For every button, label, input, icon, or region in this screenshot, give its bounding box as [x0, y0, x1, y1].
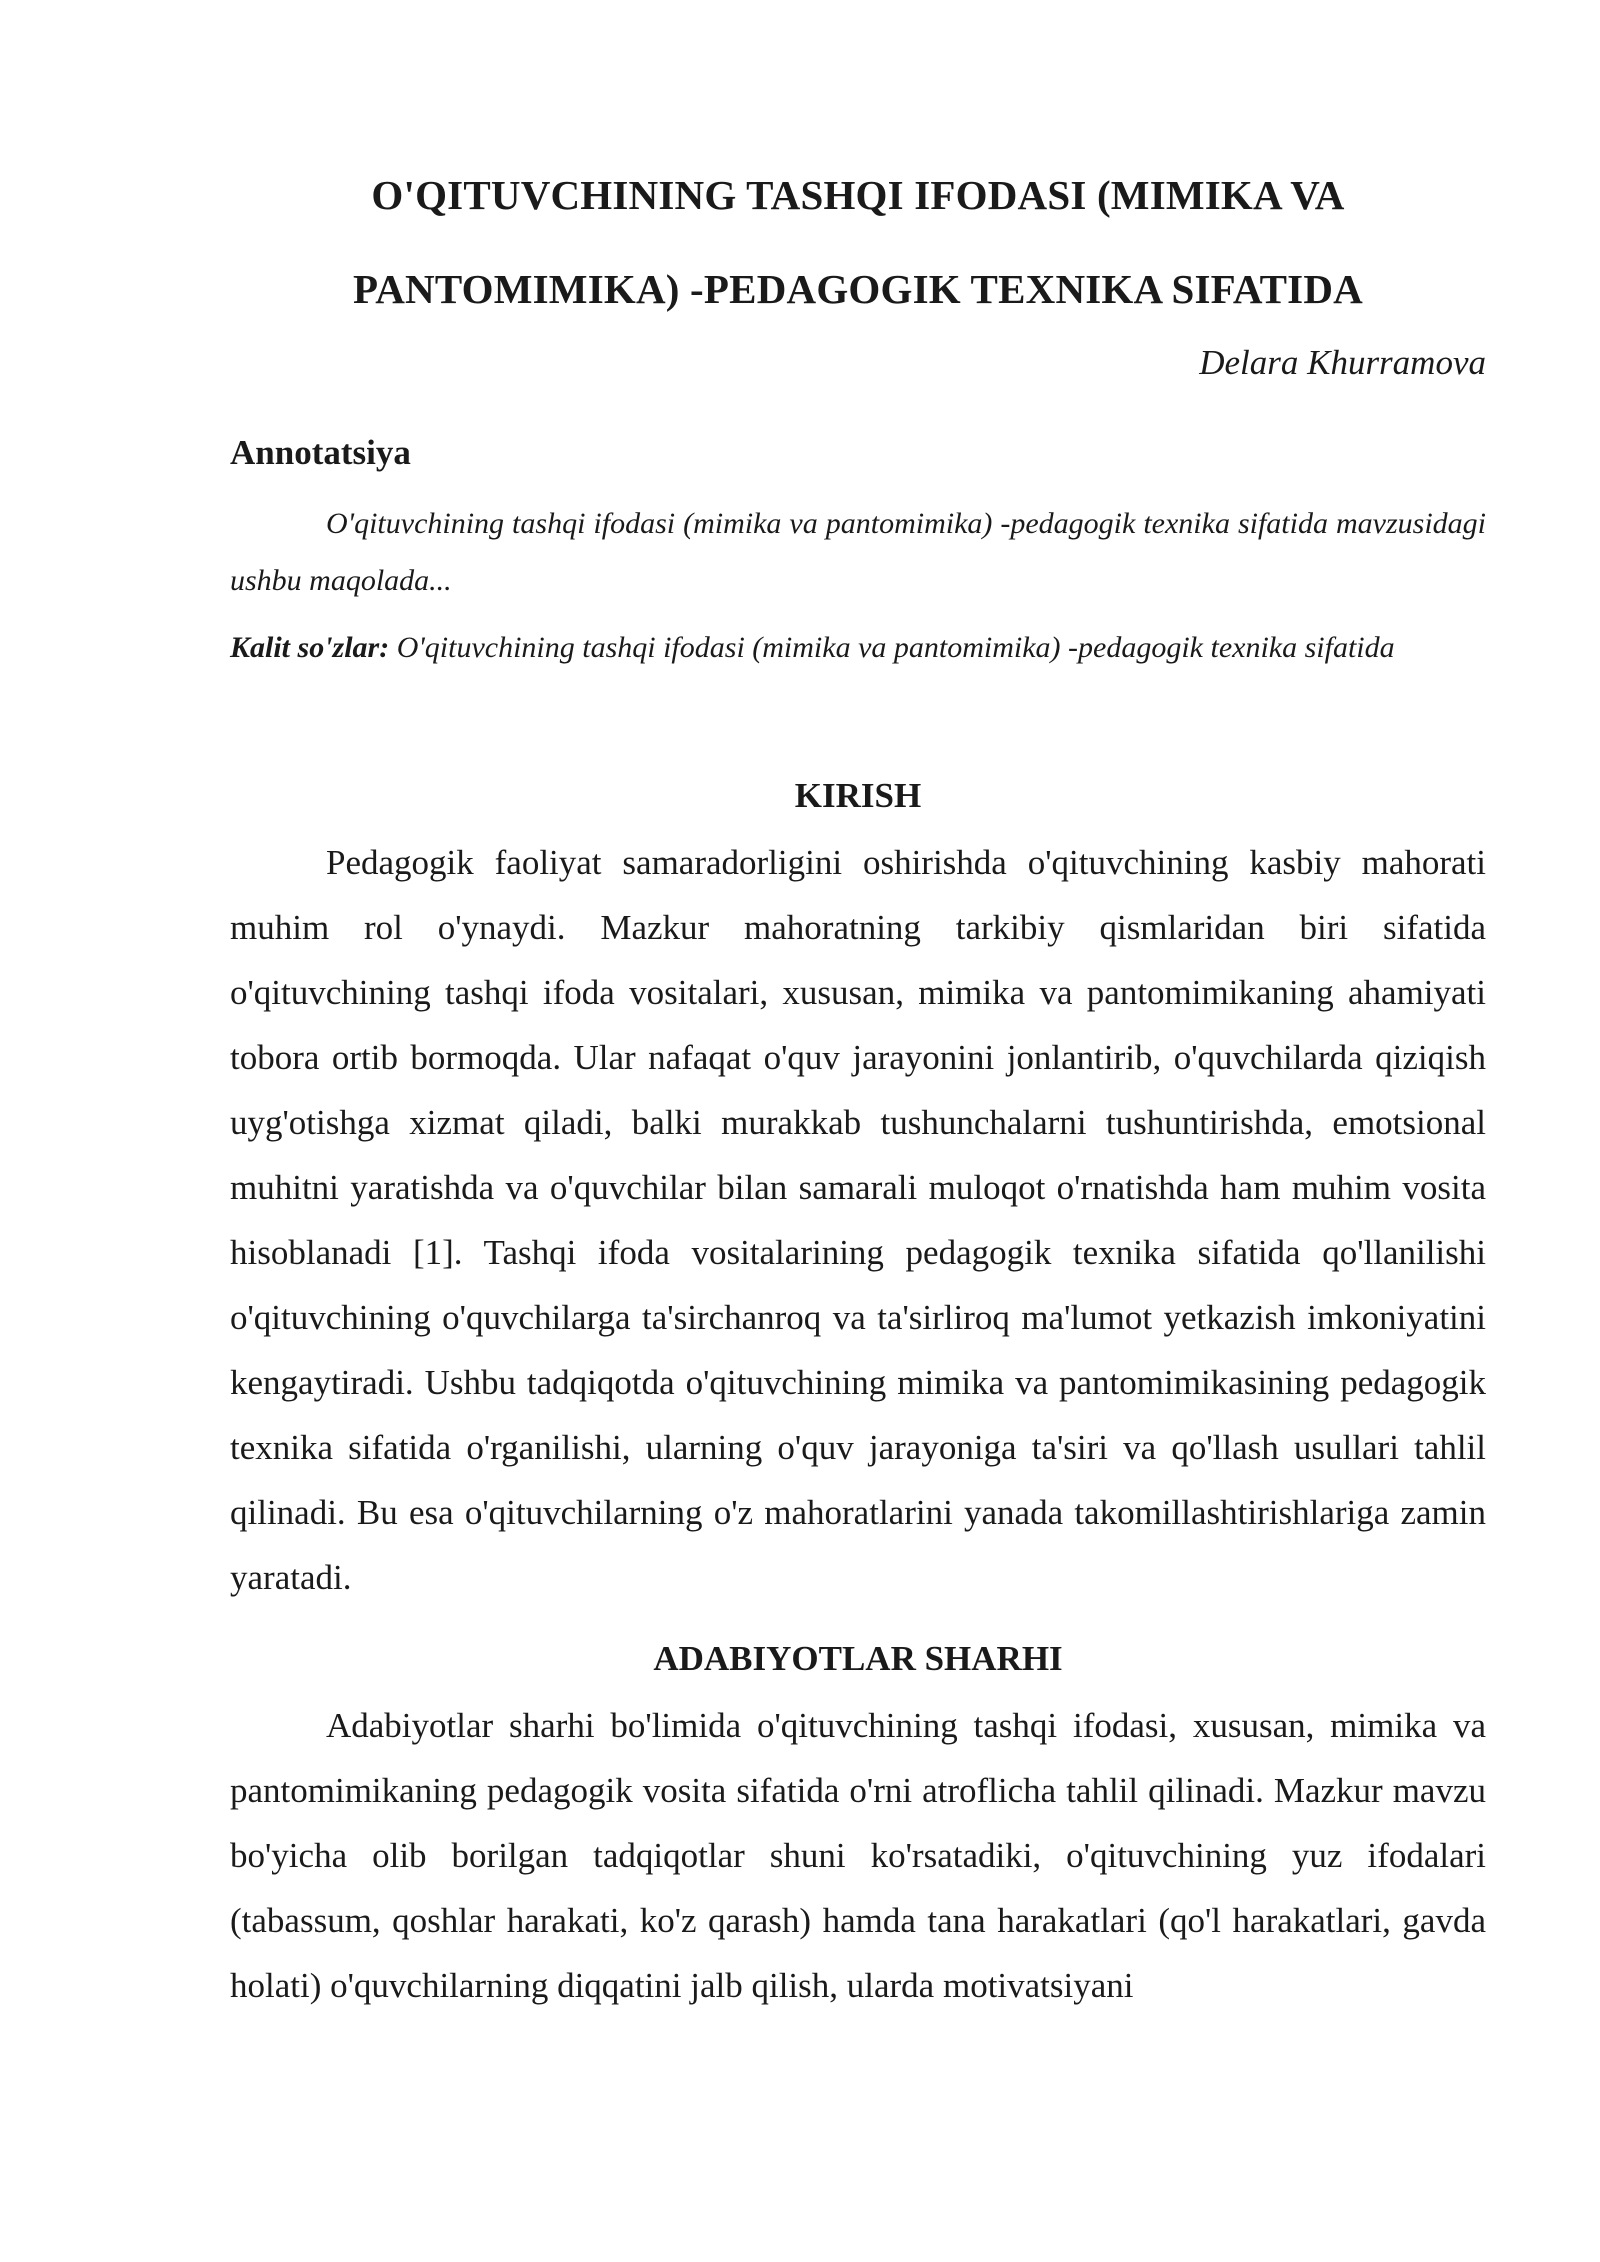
paper-title-line-1: O'QITUVCHINING TASHQI IFODASI (MIMIKA VA: [371, 172, 1345, 218]
section-heading-introduction: KIRISH: [794, 776, 922, 815]
paper-title-line-2: PANTOMIMIKA) -PEDAGOGIK TEXNIKA SIFATIDA: [353, 266, 1363, 312]
paper-page: [230, 0, 1486, 2018]
section-heading-literature-review: ADABIYOTLAR SHARHI: [653, 1639, 1063, 1678]
keywords: [230, 619, 1486, 676]
annotation-heading: Annotatsiya: [230, 433, 411, 472]
annotation-text: O'qituvchining tashqi ifodasi (mimika va pantomimika) -pedagogik texnika sifatida mavzusidagi ushbu maqolada...: [230, 507, 1486, 597]
keywords-text: O'qituvchining tashqi ifodasi (mimika va pantomimika) -pedagogik texnika sifatida: [389, 631, 1395, 664]
section-text-literature-review: Adabiyotlar sharhi bo'limida o'qituvchining tashqi ifodasi, xususan, mimika va pantomimikaning pedagogik vosita sifatida o'rni atroflicha tahlil qilinadi. Mazkur mavzu bo'yicha olib borilgan tadqiqotlar shuni ko'rsatadiki, o'qituvchining yuz ifodalari (tabassum, qoshlar harakati, ko'z qarash) hamda tana harakatlari (qo'l harakatlari, gavda holati) o'quvchilarning diqqatini jalb qilish, ularda motivatsiyani: [230, 1706, 1486, 2005]
keywords-label: Kalit so'zlar:: [230, 631, 390, 664]
author-name: Delara Khurramova: [1199, 343, 1486, 382]
section-text-introduction: Pedagogik faoliyat samaradorligini oshirishda o'qituvchining kasbiy mahorati muhim rol o'ynaydi. Mazkur mahoratning tarkibiy qismlaridan biri sifatida o'qituvchining tashqi ifoda vositalari, xususan, mimika va pantomimikaning ahamiyati tobora ortib bormoqda. Ular nafaqat o'quv jarayonini jonlantirib, o'quvchilarda qiziqish uyg'otishga xizmat qiladi, balki murakkab tushunchalarni tushuntirishda, emotsional muhitni yaratishda va o'quvchilar bilan samarali muloqot o'rnatishda ham muhim vosita hisoblanadi [1]. Tashqi ifoda vositalarining pedagogik texnika sifatida qo'llanilishi o'qituvchining o'quvchilarga ta'sirchanroq va ta'sirliroq ma'lumot yetkazish imkoniyatini kengaytiradi. Ushbu tadqiqotda o'qituvchining mimika va pantomimikasining pedagogik texnika sifatida o'rganilishi, ularning o'quv jarayoniga ta'siri va qo'llash usullari tahlil qilinadi. Bu esa o'qituvchilarning o'z mahoratlarini yanada takomillashtirishlariga zamin yaratadi.: [230, 843, 1486, 1597]
paper-title: [230, 148, 1486, 336]
